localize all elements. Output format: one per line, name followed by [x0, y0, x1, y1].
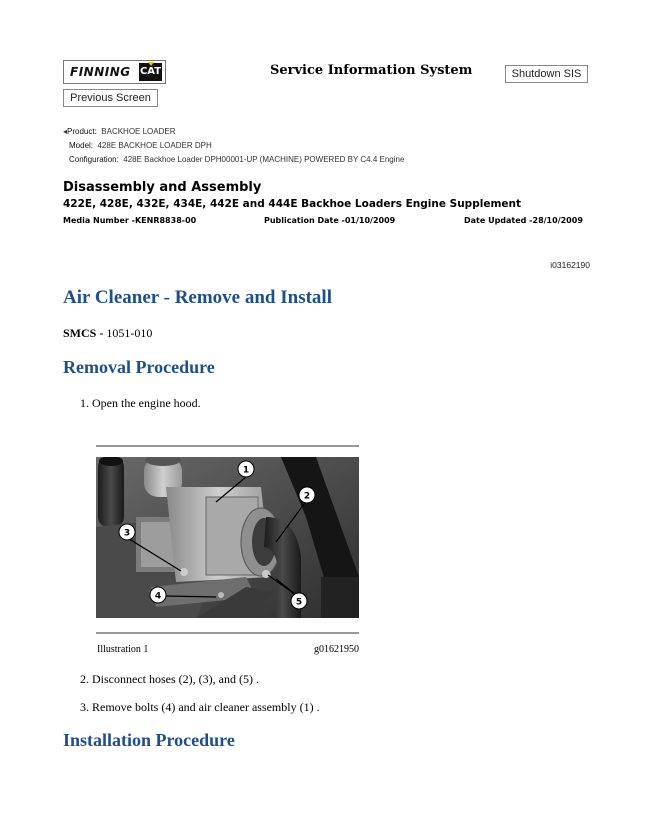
illustration-top-rule	[96, 445, 359, 447]
model-value: 428E BACKHOE LOADER DPH	[97, 141, 212, 150]
smcs-code	[63, 326, 152, 341]
cat-logo-icon: CAT	[139, 63, 162, 81]
configuration-label: Configuration:	[69, 155, 119, 164]
step-3: 3. Remove bolts (4) and air cleaner assembly (1) .	[80, 700, 320, 714]
previous-screen-button[interactable]: Previous Screen	[63, 89, 158, 107]
product-line	[63, 127, 176, 136]
smcs-value: 1051-010	[106, 326, 153, 340]
illustration-bottom-rule	[96, 632, 359, 634]
document-heading: Disassembly and Assembly	[63, 180, 262, 195]
step-2: 2. Disconnect hoses (2), (3), and (5) .	[80, 672, 259, 686]
illustration-photo	[96, 457, 359, 618]
model-label: Model:	[69, 141, 94, 150]
document-subheading: 422E, 428E, 432E, 434E, 442E and 444E Backhoe Loaders Engine Supplement	[63, 198, 521, 210]
callout-1-label: 1	[242, 465, 250, 476]
installation-procedure-title: Installation Procedure	[63, 730, 235, 750]
configuration-line	[69, 155, 404, 164]
callout-4-label: 4	[154, 591, 162, 602]
callout-5-label: 5	[295, 597, 303, 608]
removal-procedure-title: Removal Procedure	[63, 357, 215, 377]
step-1: 1. Open the engine hood.	[80, 396, 201, 410]
collapse-arrow-icon[interactable]: ◂	[63, 127, 68, 136]
callout-1	[238, 461, 254, 477]
date-updated: Date Updated -28/10/2009	[464, 216, 583, 225]
shutdown-sis-button[interactable]: Shutdown SIS	[505, 65, 588, 83]
media-number: Media Number -KENR8838-00	[63, 216, 197, 225]
callout-5	[291, 593, 307, 609]
callout-2-label: 2	[303, 491, 311, 502]
illustration-label: Illustration 1	[97, 644, 149, 655]
callout-4	[150, 587, 166, 603]
configuration-value: 428E Backhoe Loader DPH00001-UP (MACHINE) POWERED BY C4.4 Engine	[123, 155, 405, 164]
callout-3	[119, 524, 135, 540]
smcs-label: SMCS -	[63, 326, 104, 340]
product-label: Product:	[67, 127, 97, 136]
publication-date: Publication Date -01/10/2009	[264, 216, 396, 225]
callout-3-label: 3	[123, 528, 131, 539]
document-id: i03162190	[550, 260, 590, 270]
page-title: Air Cleaner - Remove and Install	[63, 287, 332, 308]
illustration-id: g01621950	[314, 644, 359, 655]
logo-text: FINNING	[70, 65, 131, 79]
product-value: BACKHOE LOADER	[101, 127, 176, 136]
sis-title: Service Information System	[270, 63, 473, 78]
air-cleaner-photo	[96, 457, 359, 618]
finning-cat-logo	[63, 60, 166, 84]
model-line	[69, 141, 212, 150]
callout-2	[299, 487, 315, 503]
